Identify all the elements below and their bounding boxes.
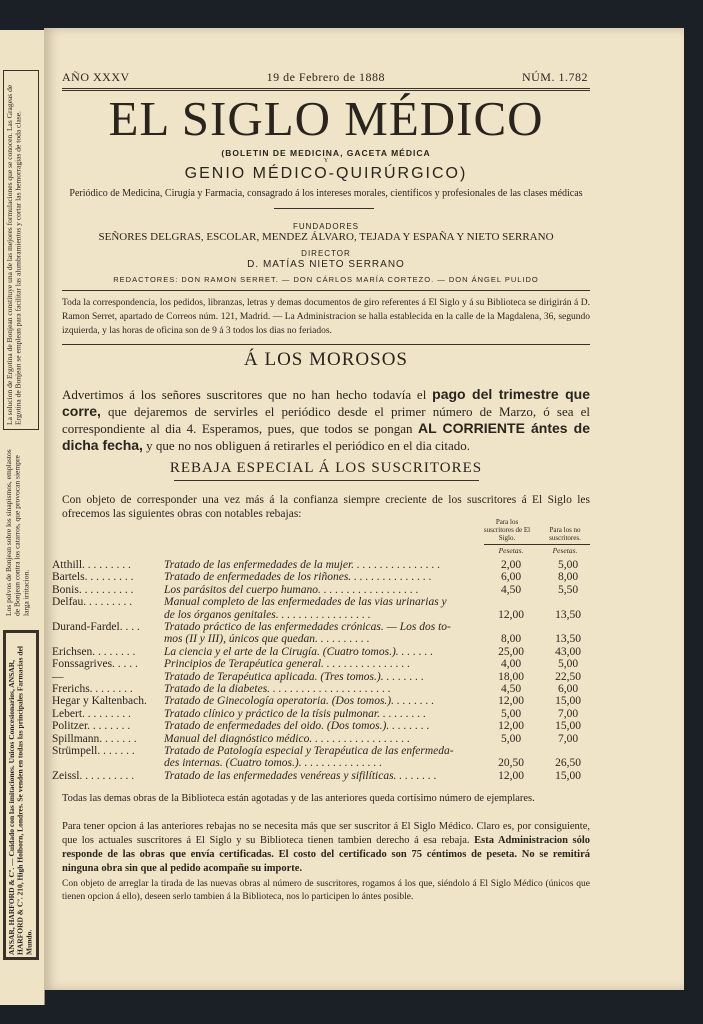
price-subscriber: 18,00	[498, 670, 524, 683]
notice-rule	[62, 344, 590, 345]
price-subscriber: 4,00	[500, 658, 522, 671]
morosos-paragraph	[62, 386, 590, 454]
book-title: Tratado de las enfermedades venéreas y sifilíticas. . . . . . . .	[164, 769, 437, 782]
footer-para-2-bold: Esta Administracion sólo responde de las obras que envía certificadas. El costo del certificado son 75 céntimos de peseta. No se remitirá ninguna obra sin que al pedido acompañe su importe.	[62, 835, 591, 874]
price-subscriber: 20,50	[498, 757, 524, 770]
rebaja-heading: REBAJA ESPECIAL Á LOS SUSCRITORES	[169, 460, 483, 476]
book-title: Tratado de la diabetes. . . . . . . . . . . . . . . . . . . . . .	[164, 683, 391, 695]
price-nonsubscriber: 8,00	[557, 571, 579, 584]
price-subscriber: 12,00	[498, 695, 524, 708]
book-title: Principios de Terapéutica general. . . . . . . . . . . . . . . .	[164, 658, 411, 671]
morosos-text-1: Advertimos á los señores suscritores que no han hecho todavía el	[62, 387, 427, 402]
administration-notice: Toda la correspondencia, los pedidos, libranzas, letras y demas documentos de giro referentes á El Siglo y á su Biblioteca se dirigirán á D. Ramon Serret, apartado de Correos núm. 121, Madrid. — La Administracion se halla establecida en la calle de la Magdalena, 36, segundo izquierda, y las horas de oficina son de 9 á 3 todos los dias no feriados.	[62, 298, 590, 336]
price-subscriber: 2,00	[500, 559, 522, 571]
book-title: Tratado de Patología especial y Terapéutica de las enfermeda-	[164, 745, 454, 757]
book-author: Hegar y Kaltenbach.	[52, 695, 147, 708]
price-subscriber: 12,00	[498, 608, 524, 621]
page-title: EL SIGLO MÉDICO	[108, 91, 544, 146]
price-subscriber: 6,00	[500, 571, 522, 584]
book-author: Delfau. . . . . . . . .	[52, 596, 133, 609]
book-title: Tratado de enfermedades del oido. (Dos tomos.). . . . . . . .	[164, 720, 430, 733]
book-title: La ciencia y el arte de la Cirugía. (Cuatro tomos.). . . . . . .	[164, 645, 434, 658]
ad-box-top	[3, 70, 39, 430]
price-nonsubscriber: 5,50	[557, 583, 579, 596]
price-subscriber: 4,50	[500, 583, 522, 596]
side-advertisement	[0, 30, 45, 1005]
issue-date: 19 de Febrero de 1888	[266, 70, 386, 84]
morosos-heading: Á LOS MOROSOS	[244, 349, 408, 370]
rebaja-intro: Con objeto de corresponder una vez más á la confianza siempre creciente de los suscritores á El Siglo les ofrecemos las siguientes obras con notables rebajas:	[62, 494, 590, 520]
rebaja-underline	[174, 480, 479, 481]
morosos-text-2: que dejaremos de servirles el periódico desde el primer número de Marzo, ó sea el correspondiente al dia 4. Esperamos, pues, que todos se pongan	[62, 404, 591, 436]
table-row	[52, 769, 592, 783]
price-nonsubscriber: 13,50	[555, 608, 581, 621]
book-title: Tratado de enfermedades de los riñones. . . . . . . . . . . . . . .	[164, 571, 432, 584]
book-title: Manual completo de las enfermedades de las vias urinarias y	[164, 596, 447, 609]
footer-para-2-text: Para tener opcion á las anteriores rebajas no se necesita más que ser suscritor á El Siglo Médico. Claro es, por consiguiente, que los actuales suscritores á El Siglo y su Biblioteca tienen tambien derecho á esa rebaja.	[62, 821, 590, 846]
book-author: Erichsen. . . . . . . .	[52, 645, 136, 658]
book-title: Tratado práctico de las enfermedades crónicas. — Los dos to-	[164, 621, 451, 633]
unit-1: Pesetas.	[498, 546, 524, 555]
subtitle-1: (BOLETIN DE MEDICINA, GACETA MÉDICA	[221, 148, 431, 158]
price-nonsubscriber: 5,00	[557, 559, 579, 571]
short-rule	[274, 208, 374, 209]
book-author: Frerichs. . . . . . . .	[52, 683, 133, 695]
book-author: Politzer. . . . . . . .	[52, 720, 131, 733]
morosos-text-3: y que no nos obliguen á retirarles el periódico en el dia citado.	[146, 438, 470, 453]
tagline: Periódico de Medicina, Cirugía y Farmacia, consagrado á los intereses morales, científicos y profesionales de las clases médicas	[69, 188, 583, 199]
book-author: Atthill. . . . . . . . .	[52, 559, 131, 571]
founders-label: FUNDADORES	[292, 222, 359, 231]
price-nonsubscriber: 5,00	[557, 658, 579, 671]
price-nonsubscriber: 13,50	[555, 633, 581, 646]
book-author: Bartels. . . . . . . . .	[52, 571, 134, 584]
book-author: Lebert. . . . . . . . .	[52, 707, 131, 720]
book-author: Fonssagrives. . . . .	[52, 658, 138, 671]
ad-text-bottom: ANSAR, HARFORD & Cº. — Cuidado con las imitaciones. Unicos Concesionarios, ANSAR, HARFORD & Cº. 210, High Holborn, Londres. Se venden en todas las principales Farmacias del Mundo.	[7, 645, 34, 955]
price-subscriber: 25,00	[498, 645, 524, 658]
director-name: D. MATÍAS NIETO SERRANO	[247, 259, 405, 270]
book-title: Tratado clínico y práctico de la tísis pulmonar. . . . . . . . .	[164, 707, 426, 720]
book-title: Tratado de Terapéutica aplicada. (Tres tomos.). . . . . . . .	[164, 670, 424, 683]
footer-para-1: Todas las demas obras de la Biblioteca están agotadas y de las anteriores queda cortísimo número de ejemplares.	[62, 793, 535, 804]
price-subscriber: 5,00	[500, 707, 522, 720]
morosos-highlight-1: pago del trimestre que corre,	[62, 386, 591, 419]
price-subscriber: 8,00	[500, 633, 522, 646]
masthead-topline	[62, 70, 588, 85]
price-nonsubscriber: 15,00	[555, 769, 581, 782]
ad-text-middle: Los polvos de Bonjean sobre los sinapismos, emplastos de Bonjean contra los catarros, que provocan siempre larga irritacion.	[4, 449, 31, 616]
book-author: Durand-Fardel. . . .	[52, 621, 140, 633]
price-nonsubscriber: 7,00	[557, 732, 579, 745]
ad-text-top: La solucion de Ergotina de Bonjean constituye una de las mejores formulaciones que se conocen. Las Grageas de Ergotina de Bonjean se emplean para facilitar las alumbramientos y cortar las hemorragias de toda clase.	[5, 84, 23, 425]
subtitle-y: Y	[323, 158, 329, 164]
price-nonsubscriber: 26,50	[555, 757, 581, 770]
footer-para-3: Con objeto de arreglar la tirada de las nuevas obras al número de suscritores, rogamos á los que, siéndolo á El Siglo Médico (únicos que tienen opcion á ello), deseen serlo tambien á la Biblioteca, nos lo participen lo ántes posible.	[62, 879, 590, 902]
book-author: Zeissl. . . . . . . . . .	[52, 769, 135, 782]
price-nonsubscriber: 22,50	[555, 670, 581, 683]
price-subscriber: 5,00	[500, 732, 522, 745]
price-nonsubscriber: 43,00	[555, 645, 581, 658]
unit-2: Pesetas.	[552, 546, 578, 555]
header-rule	[62, 290, 590, 291]
price-nonsubscriber: 7,00	[557, 707, 579, 720]
book-title: mos (II y III), únicos que quedan. . . . . . . . . .	[164, 633, 370, 646]
footer-para-2	[62, 820, 590, 876]
founders-names: SEÑORES DELGRAS, ESCOLAR, MENDEZ ÁLVARO, TEJADA Y ESPAÑA Y NIETO SERRANO	[98, 231, 554, 243]
book-title: Tratado de Ginecología operatoria. (Dos tomos.). . . . . . . .	[164, 695, 435, 708]
morosos-highlight-2: AL CORRIENTE ántes de dicha fecha,	[62, 420, 591, 453]
issue-number: NÚM. 1.782	[521, 70, 588, 84]
price-nonsubscriber: 15,00	[555, 720, 581, 733]
price-subscriber: 4,50	[500, 683, 522, 695]
editors: REDACTORES: DON RAMON SERRET. — DON CÁRLOS MARÍA CORTEZO. — DON ÁNGEL PULIDO	[113, 275, 539, 284]
book-author: Spillmann. . . . . . .	[52, 732, 137, 745]
subtitle-2: GENIO MÉDICO-QUIRÚRGICO)	[184, 165, 468, 182]
year-label: AÑO XXXV	[62, 70, 130, 84]
book-author: Strümpell. . . . . . .	[52, 745, 135, 757]
book-title: des internas. (Cuatro tomos.). . . . . . . . . . . . . . .	[164, 757, 383, 770]
director-label: DIRECTOR	[301, 249, 351, 258]
price-nonsubscriber: 6,00	[557, 683, 579, 695]
price-subscriber: 12,00	[498, 769, 524, 782]
ad-box-bottom	[3, 630, 39, 960]
book-author: —	[52, 670, 64, 683]
book-title: Los parásitos del cuerpo humano. . . . . . . . . . . . . . . . . .	[164, 583, 419, 596]
newspaper-page	[44, 28, 684, 990]
book-author: Bonis. . . . . . . . . .	[52, 583, 134, 596]
book-title: de los órganos genitales. . . . . . . . . . . . . . . . .	[164, 608, 371, 621]
book-title: Tratado de las enfermedades de la mujer. . . . . . . . . . . . . . . .	[164, 559, 441, 571]
col-subscribers: Para los suscritores de El Siglo.	[483, 518, 531, 542]
ad-box-middle	[3, 440, 39, 620]
top-rule	[62, 88, 590, 89]
price-subscriber: 12,00	[498, 720, 524, 733]
colhead-rule	[484, 544, 590, 545]
price-nonsubscriber: 15,00	[555, 695, 581, 708]
book-title: Manual del diagnóstico médico. . . . . . . . . . . . . . . . . .	[164, 732, 410, 745]
col-nonsubscribers: Para los no suscritores.	[549, 526, 581, 542]
